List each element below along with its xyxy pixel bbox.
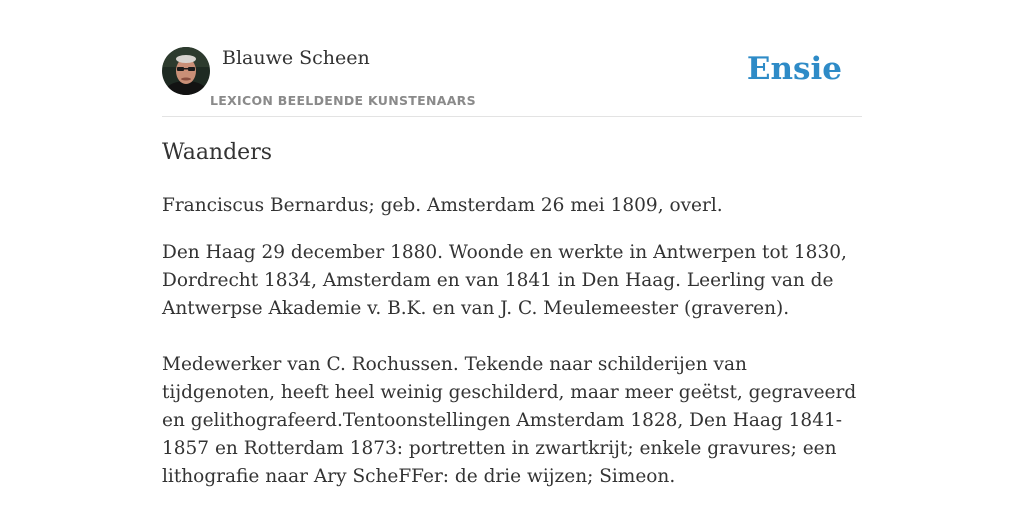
header	[162, 46, 862, 117]
avatar-image	[162, 47, 210, 95]
brand-logo[interactable]: Ensie	[746, 51, 842, 87]
article-paragraph: Den Haag 29 december 1880. Woonde en werkte in Antwerpen tot 1830, Dordrecht 1834, Amsterdam en van 1841 in Den Haag. Leerling van de Antwerpse Akademie v. B.K. en van J. C. Meulemeester (graveren).	[162, 242, 847, 319]
publication-name[interactable]: LEXICON BEELDENDE KUNSTENAARS	[210, 93, 476, 108]
article-title: Waanders	[162, 140, 273, 165]
author-name[interactable]: Blauwe Scheen	[222, 47, 370, 69]
article-paragraph: Medewerker van C. Rochussen. Tekende naar schilderijen van tijdgenoten, heeft heel weinig geschilderd, maar meer geëtst, gegraveerd en gelithografeerd.Tentoonstellingen Amsterdam 1828, Den Haag 1841-1857 en Rotterdam 1873: portretten in zwartkrijt; enkele gravures; een lithografie naar Ary ScheFFer: de drie wijzen; Simeon.	[162, 354, 857, 487]
article-paragraph: Franciscus Bernardus; geb. Amsterdam 26 mei 1809, overl.	[162, 195, 723, 216]
avatar[interactable]	[162, 47, 210, 95]
